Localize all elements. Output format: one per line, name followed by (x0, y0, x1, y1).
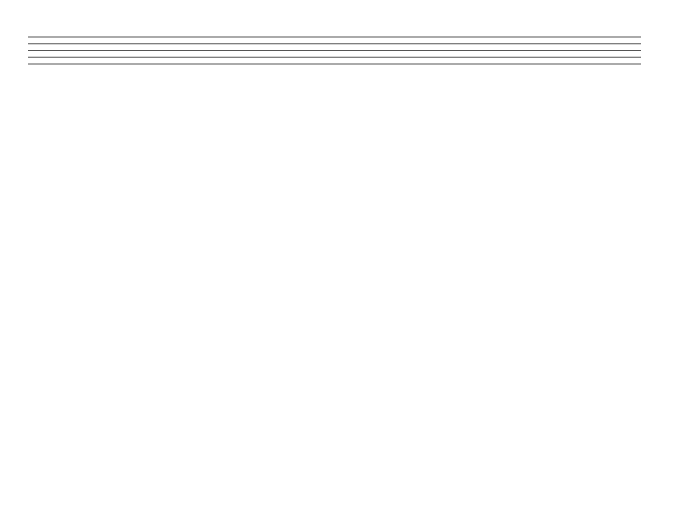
staff-system (28, 37, 641, 64)
